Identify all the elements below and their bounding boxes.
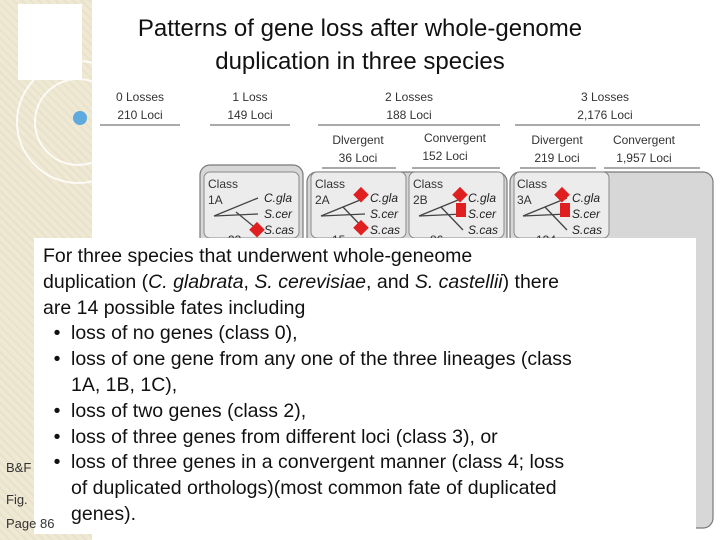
citation-line-2: Fig. [6, 492, 28, 507]
class-2B-label: Class [413, 177, 444, 191]
species-scas: S.cas [370, 223, 401, 237]
col3-losses: 3 Losses [580, 90, 630, 104]
bullet-icon: • [53, 322, 61, 345]
bullet-item [43, 425, 693, 451]
class-card-3A [514, 172, 609, 238]
text-run: , [243, 270, 255, 293]
class-2A-label: Class [315, 177, 346, 191]
col0-loci: 210 Loci [117, 108, 163, 122]
bullet-item [43, 347, 693, 373]
text-run: , and [366, 270, 415, 293]
class-card-1A [204, 172, 299, 238]
sub-divergent-3: Divergent [531, 133, 583, 147]
species-scer: S.cer [370, 207, 399, 221]
bullet-text: loss of three genes from different loci (class 3), or [71, 425, 498, 448]
bullet-text: loss of three genes in a convergent manner (class 4; loss [71, 451, 565, 474]
bullet-icon: • [53, 348, 61, 371]
bullet-text: loss of no genes (class 0), [71, 322, 298, 345]
bullet-continuation: 1A, 1B, 1C), [71, 373, 178, 396]
intro-line-1: For three species that underwent whole-geneome [43, 245, 473, 267]
sub-divergent-3-loci: 219 Loci [534, 151, 580, 165]
class-3A-id: 3A [517, 193, 532, 207]
sub-convergent-2-loci: 152 Loci [422, 149, 468, 163]
col2-losses: 2 Losses [384, 90, 434, 104]
bullet-icon: • [53, 451, 61, 474]
col1-losses: 1 Loss [232, 90, 268, 104]
sub-convergent-2: Convergent [423, 131, 487, 145]
species-scas: S.cas [264, 223, 295, 237]
bullet-icon: • [53, 399, 61, 422]
species-cgla: C.gla [468, 191, 497, 205]
text-run: ) there [502, 270, 559, 293]
col1-loci: 149 Loci [227, 108, 273, 122]
species-scas: S.cas [572, 223, 603, 237]
decorative-dot [73, 111, 87, 125]
sub-convergent-3-loci: 1,957 Loci [616, 151, 672, 165]
class-2B-id: 2B [413, 193, 428, 207]
intro-line-2 [43, 270, 693, 296]
col0-losses: 0 Losses [115, 90, 165, 104]
class-3A-label: Class [517, 177, 548, 191]
title-line-2: duplication in three species [215, 48, 505, 75]
class-1A-id: 1A [208, 193, 223, 207]
col3-loci: 2,176 Loci [577, 108, 633, 122]
species-name: C. glabrata [148, 270, 244, 293]
sub-convergent-3: Convergent [612, 133, 676, 147]
species-name: S. castellii [414, 270, 503, 293]
bullet-continuation: genes). [71, 502, 137, 525]
title-line-1: Patterns of gene loss after whole-genome [137, 15, 583, 42]
class-1A-label: Class [208, 177, 239, 191]
species-cgla: C.gla [572, 191, 601, 205]
bullet-item [43, 450, 693, 476]
bullet-text: loss of two genes (class 2), [71, 399, 307, 422]
class-2A-id: 2A [315, 193, 330, 207]
class-card-2A [311, 172, 406, 238]
bullet-item [43, 399, 693, 425]
sub-divergent-2: Dlvergent [332, 133, 384, 147]
citation-line-1: B&F [6, 460, 32, 475]
species-scas: S.cas [468, 223, 499, 237]
species-cgla: C.gla [370, 191, 399, 205]
loss-marker [456, 203, 466, 217]
intro-line-3: are 14 possible fates including [43, 296, 306, 319]
description-text [43, 244, 693, 528]
citation-line-3: Page 86 [6, 516, 55, 531]
species-scer: S.cer [468, 207, 497, 221]
text-run: duplication ( [43, 270, 149, 293]
species-name: S. cerevisiae [254, 270, 367, 293]
species-scer: S.cer [572, 207, 601, 221]
loss-marker [560, 203, 570, 217]
bullet-text: loss of one gene from any one of the three lineages (class [71, 348, 572, 371]
class-card-2B [409, 172, 504, 238]
sub-divergent-2-loci: 36 Loci [338, 151, 378, 165]
species-scer: S.cer [264, 207, 293, 221]
bullet-item [43, 321, 693, 347]
species-cgla: C.gla [264, 191, 293, 205]
bullet-icon: • [53, 425, 61, 448]
bullet-continuation: of duplicated orthologs)(most common fate of duplicated [71, 477, 557, 500]
col2-loci: 188 Loci [386, 108, 432, 122]
